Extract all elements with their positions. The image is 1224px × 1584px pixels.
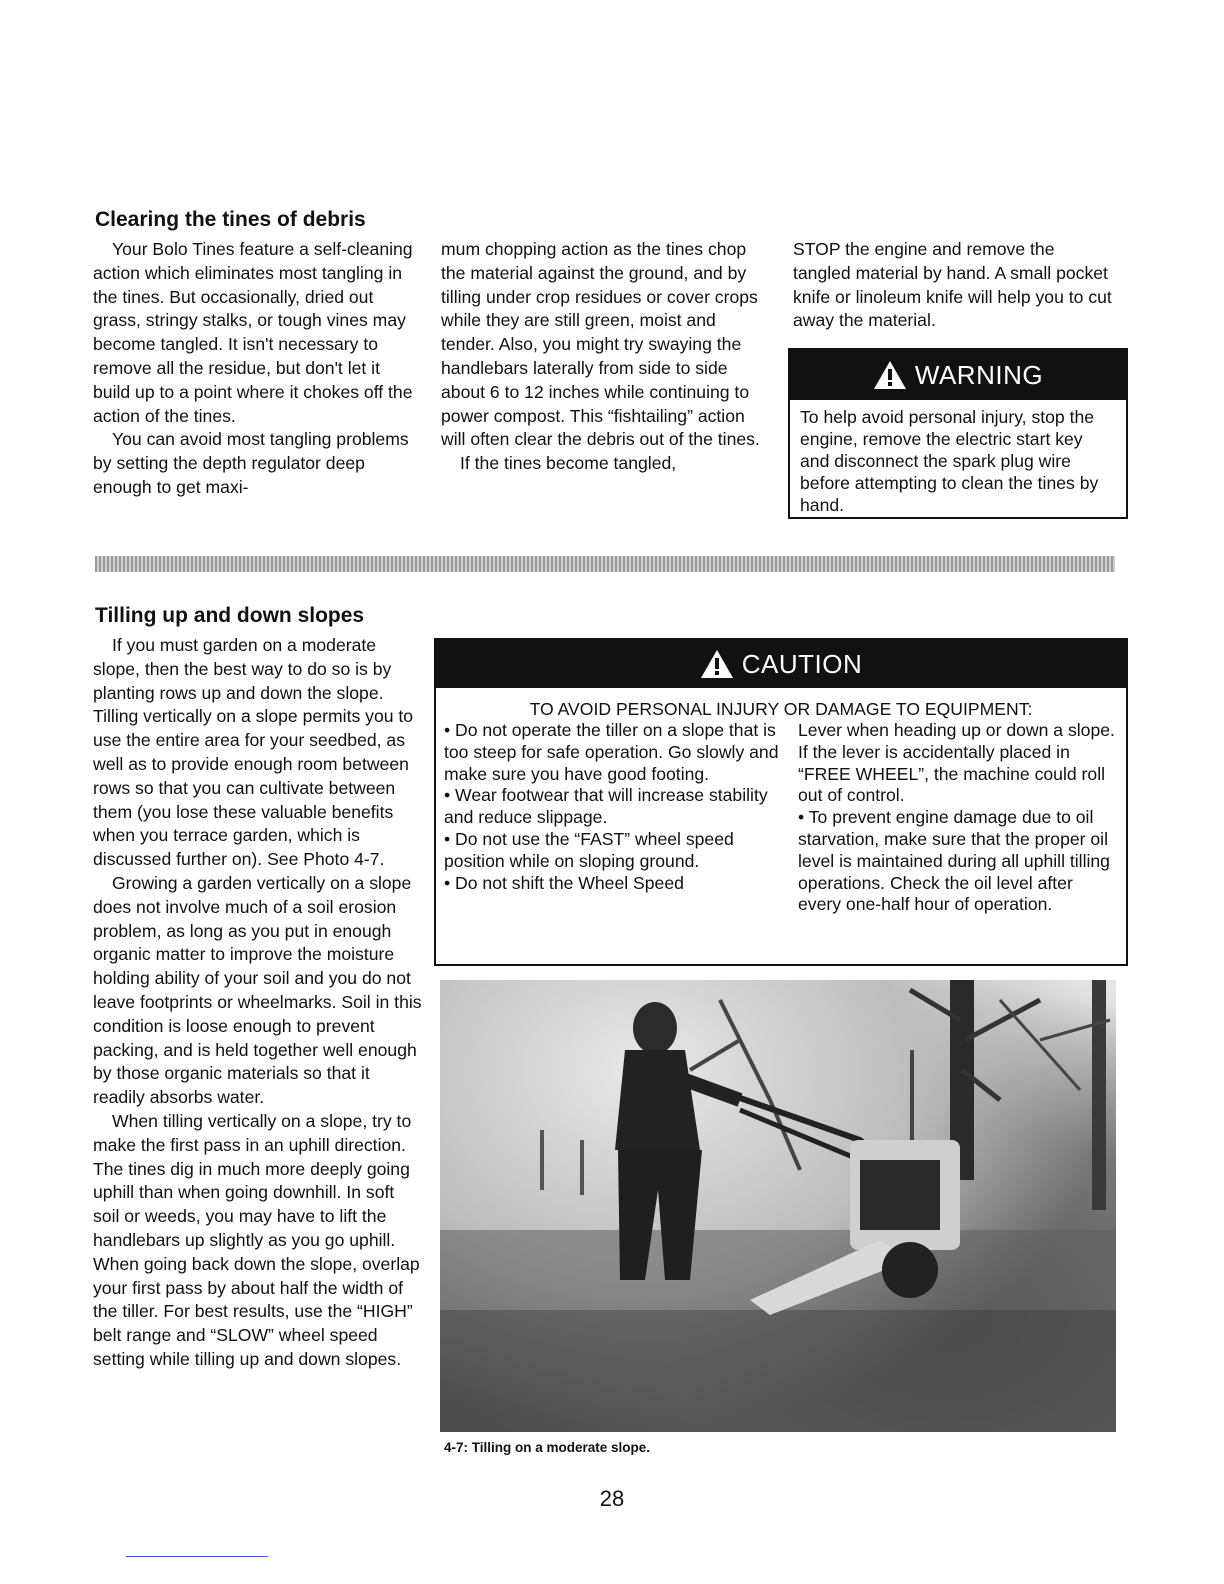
section-divider (95, 556, 1115, 572)
warning-label: WARNING (914, 359, 1044, 390)
warning-box (788, 348, 1128, 519)
paragraph: If the tines become tangled, (460, 453, 677, 474)
caution-item: • Wear footwear that will increase stability and reduce slippage. (444, 785, 768, 828)
caution-left-column (444, 720, 786, 916)
caution-label: CAUTION (741, 648, 863, 679)
section-title-tilling-slopes: Tilling up and down slopes (95, 604, 365, 627)
clearing-column-3 (793, 238, 1113, 333)
slopes-column (93, 634, 423, 1372)
caution-triangle-icon (700, 649, 734, 679)
caution-header (436, 640, 1126, 688)
paragraph: When tilling vertically on a slope, try to make the first pass in an uphill direction. The tines dig in much more deeply going uphill than when going downhill. In soft soil or weeds, you may have to lift the handlebars up slightly as you go uphill. When going back down the slope, overlap your first pass by about half the width of the tiller. For best results, use the “HIGH” belt range and “SLOW” wheel speed setting while tilling up and down slopes. (93, 1110, 420, 1369)
paragraph: Growing a garden vertically on a slope does not involve much of a soil erosion problem, as long as you put in enough organic matter to improve the moisture holding ability of your soil and you do not leave footprints or wheelmarks. Soil in this condition is loose enough to prevent packing, and is held together well enough by those organic materials so that it readily absorbs water. (93, 872, 422, 1108)
paragraph: Your Bolo Tines feature a self-cleaning action which eliminates most tangling in the tines. But occasionally, dried out grass, stringy stalks, or tough vines may become tangled. It isn't necessary to remove all the residue, but don't let it build up to a point where it chokes off the action of the tines. (93, 239, 413, 426)
warning-triangle-icon (873, 360, 907, 390)
clearing-column-2 (441, 238, 761, 476)
caution-right-column (798, 720, 1118, 916)
section-title-clearing-tines: Clearing the tines of debris (95, 208, 366, 231)
paragraph: mum chopping action as the tines chop the material against the ground, and by tilling under crop residues or cover crops while they are still green, moist and tender. Also, you might try swaying the handlebars laterally from side to side about 6 to 12 inches while continuing to power compost. This “fishtailing” action will often clear the debris out of the tines. (441, 239, 760, 450)
caution-item: • Do not shift the Wheel Speed (444, 872, 684, 893)
caution-item: • To prevent engine damage due to oil starvation, make sure that the proper oil level is maintained during all uphill tilling operations. Check the oil level after every one-half hour of operation. (798, 807, 1110, 915)
paragraph: If you must garden on a moderate slope, then the best way to do so is by planting rows up and down the slope. Tilling vertically on a slope permits you to use the entire area for your seedbed, as well as to provide enough room between rows so that you can cultivate between them (you lose these valuable benefits when you terrace garden, which is discussed further on). See Photo 4-7. (93, 635, 414, 870)
caution-columns (436, 720, 1126, 916)
warning-header (790, 350, 1126, 400)
page-number: 28 (599, 1486, 625, 1511)
caution-intro: TO AVOID PERSONAL INJURY OR DAMAGE TO EQUIPMENT: (529, 699, 1033, 719)
clearing-column-1 (93, 238, 413, 500)
caution-box (434, 638, 1128, 966)
tiller-photo (440, 980, 1116, 1432)
caution-item: • Do not use the “FAST” wheel speed position while on sloping ground. (444, 828, 734, 871)
scan-artifact-line (126, 1556, 268, 1557)
caution-item: Lever when heading up or down a slope. If the lever is accidentally placed in “FREE WHEEL”, the machine could roll out of control. (798, 720, 1115, 806)
paragraph: You can avoid most tangling problems by setting the depth regulator deep enough to get maxi- (93, 429, 409, 497)
caution-item: • Do not operate the tiller on a slope that is too steep for safe operation. Go slowly and make sure you have good footing. (444, 720, 779, 784)
photo-caption: 4-7: Tilling on a moderate slope. (444, 1440, 651, 1455)
caution-body (436, 698, 1126, 916)
warning-text: To help avoid personal injury, stop the engine, remove the electric start key and disconnect the spark plug wire before attempting to clean the tines by hand. (800, 407, 1099, 515)
tiller-photo-illustration (440, 980, 1116, 1432)
paragraph: STOP the engine and remove the tangled material by hand. A small pocket knife or linoleum knife will help you to cut away the material. (793, 239, 1112, 331)
